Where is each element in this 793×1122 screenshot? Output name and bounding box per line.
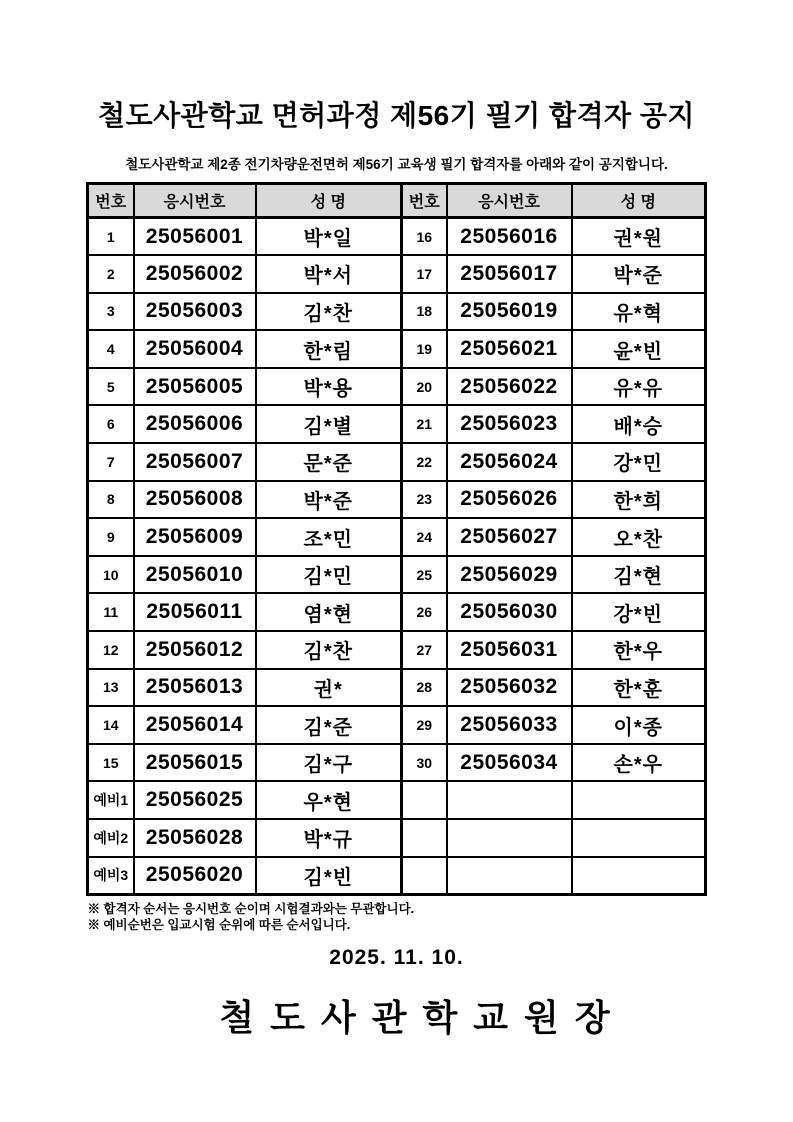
exam-number-cell: 25056030	[447, 593, 572, 631]
table-row	[88, 405, 706, 443]
page-subtitle: 철도사관학교 제2종 전기차량운전면허 제56기 교육생 필기 합격자를 아래와 같이 공지합니다.	[125, 157, 668, 172]
row-number-cell: 15	[88, 744, 134, 782]
exam-number-cell: 25056033	[447, 706, 572, 744]
table-row	[88, 556, 706, 594]
row-number-cell: 29	[402, 706, 447, 744]
name-cell: 강*민	[572, 443, 706, 481]
exam-number-cell: 25056010	[134, 556, 256, 594]
exam-number-cell	[447, 857, 572, 895]
table-row	[88, 218, 706, 256]
row-number-cell: 26	[402, 593, 447, 631]
exam-number-cell: 25056026	[447, 481, 572, 519]
footnote-reserve: ※ 예비순번은 입교시험 순위에 따른 순서입니다.	[87, 917, 351, 932]
exam-number-cell	[447, 819, 572, 857]
name-cell: 한*우	[572, 631, 706, 669]
table-row	[88, 518, 706, 556]
name-cell: 김*찬	[256, 293, 402, 331]
row-number-cell: 12	[88, 631, 134, 669]
row-number-cell	[402, 781, 447, 819]
row-number-cell: 25	[402, 556, 447, 594]
exam-number-cell: 25056021	[447, 330, 572, 368]
name-cell: 배*승	[572, 405, 706, 443]
exam-number-cell: 25056031	[447, 631, 572, 669]
exam-number-cell: 25056034	[447, 744, 572, 782]
exam-number-cell: 25056032	[447, 669, 572, 707]
results-table-header	[88, 184, 706, 218]
row-number-cell: 14	[88, 706, 134, 744]
exam-number-cell: 25056025	[134, 781, 256, 819]
row-number-cell: 16	[402, 218, 447, 256]
results-table	[86, 182, 707, 896]
name-cell: 김*민	[256, 556, 402, 594]
exam-number-cell: 25056012	[134, 631, 256, 669]
exam-number-cell: 25056003	[134, 293, 256, 331]
name-cell: 박*용	[256, 368, 402, 406]
row-number-cell	[402, 819, 447, 857]
name-cell: 염*현	[256, 593, 402, 631]
header-name-right: 성 명	[572, 184, 706, 218]
name-cell: 김*별	[256, 405, 402, 443]
exam-number-cell: 25056011	[134, 593, 256, 631]
row-number-cell: 30	[402, 744, 447, 782]
table-row	[88, 293, 706, 331]
table-row	[88, 669, 706, 707]
name-cell: 권*	[256, 669, 402, 707]
name-cell: 한*훈	[572, 669, 706, 707]
row-number-cell: 예비2	[88, 819, 134, 857]
footnote-order: ※ 합격자 순서는 응시번호 순이며 시험결과와는 무관합니다.	[87, 901, 415, 916]
exam-number-cell: 25056008	[134, 481, 256, 519]
exam-number-cell: 25056007	[134, 443, 256, 481]
row-number-cell: 예비1	[88, 781, 134, 819]
header-row-number: 번호	[88, 184, 134, 218]
table-row	[88, 781, 706, 819]
page-title: 철도사관학교 면허과정 제56기 필기 합격자 공지	[98, 100, 695, 131]
header-exam-number: 응시번호	[134, 184, 256, 218]
exam-number-cell: 25056013	[134, 669, 256, 707]
name-cell: 권*원	[572, 218, 706, 256]
name-cell: 강*빈	[572, 593, 706, 631]
name-cell	[572, 819, 706, 857]
row-number-cell: 7	[88, 443, 134, 481]
signature-principal: 철도사관학교원장	[219, 996, 626, 1038]
table-row	[88, 593, 706, 631]
exam-number-cell: 25056029	[447, 556, 572, 594]
exam-number-cell: 25056020	[134, 857, 256, 895]
table-row	[88, 443, 706, 481]
table-row	[88, 368, 706, 406]
table-row	[88, 631, 706, 669]
exam-number-cell: 25056028	[134, 819, 256, 857]
table-row	[88, 481, 706, 519]
row-number-cell: 1	[88, 218, 134, 256]
name-cell: 박*규	[256, 819, 402, 857]
header-exam-number-right: 응시번호	[447, 184, 572, 218]
row-number-cell: 2	[88, 255, 134, 293]
row-number-cell: 19	[402, 330, 447, 368]
exam-number-cell: 25056009	[134, 518, 256, 556]
exam-number-cell: 25056002	[134, 255, 256, 293]
table-row	[88, 744, 706, 782]
name-cell: 박*준	[256, 481, 402, 519]
row-number-cell: 28	[402, 669, 447, 707]
exam-number-cell: 25056016	[447, 218, 572, 256]
name-cell: 김*구	[256, 744, 402, 782]
name-cell: 유*혁	[572, 293, 706, 331]
name-cell: 김*빈	[256, 857, 402, 895]
exam-number-cell: 25056005	[134, 368, 256, 406]
name-cell: 박*서	[256, 255, 402, 293]
row-number-cell: 3	[88, 293, 134, 331]
exam-number-cell	[447, 781, 572, 819]
name-cell: 한*희	[572, 481, 706, 519]
name-cell: 박*준	[572, 255, 706, 293]
name-cell: 조*민	[256, 518, 402, 556]
row-number-cell: 23	[402, 481, 447, 519]
table-row	[88, 706, 706, 744]
header-row	[88, 184, 706, 218]
header-row-number-right: 번호	[402, 184, 447, 218]
row-number-cell: 10	[88, 556, 134, 594]
exam-number-cell: 25056004	[134, 330, 256, 368]
row-number-cell: 예비3	[88, 857, 134, 895]
row-number-cell: 18	[402, 293, 447, 331]
exam-number-cell: 25056027	[447, 518, 572, 556]
row-number-cell: 11	[88, 593, 134, 631]
row-number-cell: 24	[402, 518, 447, 556]
row-number-cell: 9	[88, 518, 134, 556]
header-name: 성 명	[256, 184, 402, 218]
table-row	[88, 330, 706, 368]
name-cell: 우*현	[256, 781, 402, 819]
footnotes	[88, 901, 706, 933]
name-cell: 오*찬	[572, 518, 706, 556]
row-number-cell: 5	[88, 368, 134, 406]
exam-number-cell: 25056006	[134, 405, 256, 443]
name-cell: 김*찬	[256, 631, 402, 669]
row-number-cell: 27	[402, 631, 447, 669]
exam-number-cell: 25056023	[447, 405, 572, 443]
exam-number-cell: 25056015	[134, 744, 256, 782]
row-number-cell: 13	[88, 669, 134, 707]
name-cell: 윤*빈	[572, 330, 706, 368]
notice-date: 2025. 11. 10.	[329, 945, 464, 969]
exam-number-cell: 25056017	[447, 255, 572, 293]
results-table-body	[88, 218, 706, 895]
row-number-cell: 21	[402, 405, 447, 443]
exam-number-cell: 25056014	[134, 706, 256, 744]
row-number-cell: 8	[88, 481, 134, 519]
table-row	[88, 857, 706, 895]
row-number-cell: 17	[402, 255, 447, 293]
exam-number-cell: 25056022	[447, 368, 572, 406]
name-cell: 문*준	[256, 443, 402, 481]
row-number-cell: 22	[402, 443, 447, 481]
name-cell: 손*우	[572, 744, 706, 782]
name-cell: 이*종	[572, 706, 706, 744]
row-number-cell	[402, 857, 447, 895]
exam-number-cell: 25056001	[134, 218, 256, 256]
name-cell: 박*일	[256, 218, 402, 256]
name-cell: 김*준	[256, 706, 402, 744]
name-cell: 유*유	[572, 368, 706, 406]
table-row	[88, 819, 706, 857]
table-row	[88, 255, 706, 293]
name-cell: 김*현	[572, 556, 706, 594]
exam-number-cell: 25056024	[447, 443, 572, 481]
name-cell	[572, 781, 706, 819]
name-cell	[572, 857, 706, 895]
row-number-cell: 20	[402, 368, 447, 406]
row-number-cell: 6	[88, 405, 134, 443]
row-number-cell: 4	[88, 330, 134, 368]
exam-number-cell: 25056019	[447, 293, 572, 331]
name-cell: 한*림	[256, 330, 402, 368]
